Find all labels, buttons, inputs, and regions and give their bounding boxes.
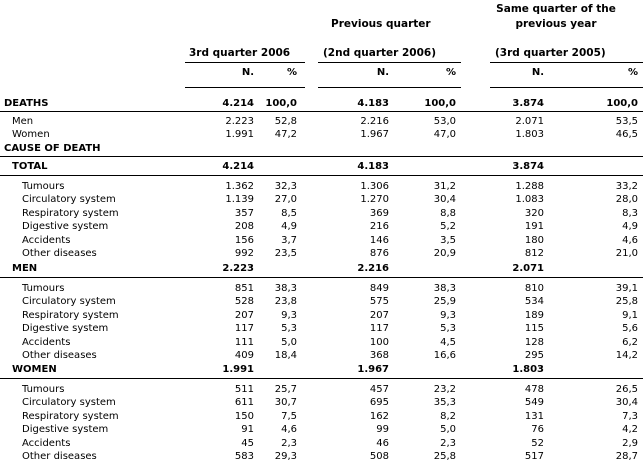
- cell: 2.216: [357, 263, 389, 274]
- table-row: [0, 322, 643, 335]
- cell: 1.803: [512, 364, 544, 375]
- table-row: [0, 282, 643, 295]
- cell: 46,5: [615, 129, 638, 140]
- table-row: [0, 410, 643, 423]
- group-label: WOMEN: [12, 364, 57, 375]
- cell: 5,2: [440, 221, 456, 232]
- pct-label-3: %: [627, 67, 638, 78]
- cell: 25,8: [433, 451, 456, 462]
- cell: 21,0: [615, 248, 638, 259]
- cell: 6,2: [622, 337, 638, 348]
- cell: 23,2: [433, 384, 456, 395]
- group-label: TOTAL: [12, 161, 48, 172]
- group-total-row: [0, 363, 643, 376]
- n-label-1: N.: [241, 67, 254, 78]
- table-row: [0, 336, 643, 349]
- cell: 28,0: [615, 194, 638, 205]
- table-row: [0, 423, 643, 436]
- cell: 5,0: [281, 337, 297, 348]
- cell: 583: [234, 451, 254, 462]
- col2-title-line1: Previous quarter: [331, 18, 431, 30]
- cell: 2.223: [222, 263, 254, 274]
- cell: 575: [369, 296, 389, 307]
- table-row: [0, 349, 643, 362]
- cell: 508: [369, 451, 389, 462]
- cell: 25,9: [433, 296, 456, 307]
- row-label: Other diseases: [22, 451, 97, 462]
- cell: 45: [241, 438, 254, 449]
- cell: 27,0: [274, 194, 297, 205]
- cell: 8,8: [440, 208, 456, 219]
- cell: 511: [234, 384, 254, 395]
- row-label: Circulatory system: [22, 194, 116, 205]
- col3-title-line3: (3rd quarter 2005): [495, 47, 606, 59]
- row-label: Respiratory system: [22, 310, 119, 321]
- cell: 128: [524, 337, 544, 348]
- cell: 207: [234, 310, 254, 321]
- row-label: Respiratory system: [22, 411, 119, 422]
- cell: 100,0: [606, 98, 638, 109]
- table-row: [0, 234, 643, 247]
- table-row: [0, 396, 643, 409]
- cell: 1.967: [357, 364, 389, 375]
- deaths-row: [0, 97, 643, 110]
- table-row: [0, 309, 643, 322]
- table-row: [0, 115, 643, 128]
- header-rule-1: [185, 62, 305, 63]
- cell: 76: [531, 424, 544, 435]
- cell: 876: [369, 248, 389, 259]
- cell: 208: [234, 221, 254, 232]
- cell: 992: [234, 248, 254, 259]
- cell: 2,9: [622, 438, 638, 449]
- cell: 528: [234, 296, 254, 307]
- row-label: Circulatory system: [22, 397, 116, 408]
- row-label: Digestive system: [22, 323, 109, 334]
- cell: 191: [524, 221, 544, 232]
- group-total-row: [0, 160, 643, 173]
- cell: 4.183: [357, 161, 389, 172]
- table-row: [0, 450, 643, 463]
- cell: 478: [524, 384, 544, 395]
- cell: 1.139: [225, 194, 254, 205]
- cell: 1.270: [360, 194, 389, 205]
- table-row: [0, 383, 643, 396]
- cell: 23,8: [274, 296, 297, 307]
- subheader-rule-1: [185, 87, 305, 88]
- row-label: Women: [12, 129, 50, 140]
- row-label: Other diseases: [22, 248, 97, 259]
- cell: 189: [524, 310, 544, 321]
- cell: 111: [234, 337, 254, 348]
- cell: 7,3: [622, 411, 638, 422]
- cell: 30,7: [274, 397, 297, 408]
- cell: 2.223: [225, 116, 254, 127]
- cell: 14,2: [615, 350, 638, 361]
- cell: 131: [524, 411, 544, 422]
- cell: 38,3: [274, 283, 297, 294]
- cell: 4,9: [622, 221, 638, 232]
- cell: 534: [524, 296, 544, 307]
- col3-title-line2: previous year: [515, 18, 597, 30]
- row-label: Digestive system: [22, 221, 109, 232]
- cell: 28,7: [615, 451, 638, 462]
- cell: 146: [369, 235, 389, 246]
- n-label-3: N.: [531, 67, 544, 78]
- cell: 23,5: [274, 248, 297, 259]
- cell: 320: [524, 208, 544, 219]
- cell: 2,3: [281, 438, 297, 449]
- cell: 53,0: [433, 116, 456, 127]
- cell: 8,2: [440, 411, 456, 422]
- cell: 2,3: [440, 438, 456, 449]
- cell: 5,6: [622, 323, 638, 334]
- cell: 4.214: [222, 98, 254, 109]
- cell: 156: [234, 235, 254, 246]
- cell: 4,5: [440, 337, 456, 348]
- group-rule: [0, 378, 643, 379]
- row-label: Accidents: [22, 438, 71, 449]
- cell: 100,0: [424, 98, 456, 109]
- cell: 29,3: [274, 451, 297, 462]
- cell: 810: [524, 283, 544, 294]
- cell: 115: [524, 323, 544, 334]
- row-label: Accidents: [22, 235, 71, 246]
- table-row: [0, 437, 643, 450]
- header-rule-3: [490, 62, 643, 63]
- cell: 4,2: [622, 424, 638, 435]
- subheader-row: [0, 66, 643, 79]
- cell: 695: [369, 397, 389, 408]
- cell: 357: [234, 208, 254, 219]
- cell: 38,3: [433, 283, 456, 294]
- cell: 368: [369, 350, 389, 361]
- cell: 100: [369, 337, 389, 348]
- cell: 295: [524, 350, 544, 361]
- col1-title: 3rd quarter 2006: [189, 47, 291, 59]
- cell: 517: [524, 451, 544, 462]
- cell: 9,3: [440, 310, 456, 321]
- cause-header-row: [0, 142, 643, 155]
- cell: 39,1: [615, 283, 638, 294]
- cell: 4.214: [222, 161, 254, 172]
- row-label: Circulatory system: [22, 296, 116, 307]
- header-rule-2: [318, 62, 461, 63]
- cell: 851: [234, 283, 254, 294]
- cell: 25,8: [615, 296, 638, 307]
- cell: 52: [531, 438, 544, 449]
- cell: 1.967: [360, 129, 389, 140]
- cell: 2.071: [512, 263, 544, 274]
- cause-header: CAUSE OF DEATH: [4, 143, 101, 154]
- col3-title-line1: Same quarter of the: [496, 3, 616, 15]
- pct-label-2: %: [445, 67, 456, 78]
- cell: 3,7: [281, 235, 297, 246]
- cell: 1.362: [225, 181, 254, 192]
- cell: 91: [241, 424, 254, 435]
- cell: 180: [524, 235, 544, 246]
- cell: 5,3: [281, 323, 297, 334]
- cell: 117: [234, 323, 254, 334]
- cell: 117: [369, 323, 389, 334]
- cell: 7,5: [281, 411, 297, 422]
- row-label: Tumours: [22, 384, 65, 395]
- cell: 53,5: [615, 116, 638, 127]
- cell: 47,0: [433, 129, 456, 140]
- n-label-2: N.: [376, 67, 389, 78]
- cell: 8,3: [622, 208, 638, 219]
- group-rule: [0, 277, 643, 278]
- cell: 3.874: [512, 98, 544, 109]
- cell: 1.083: [515, 194, 544, 205]
- cell: 52,8: [274, 116, 297, 127]
- table-row: [0, 295, 643, 308]
- cell: 33,2: [615, 181, 638, 192]
- cell: 1.991: [222, 364, 254, 375]
- cell: 5,3: [440, 323, 456, 334]
- subheader-rule-3: [490, 87, 643, 88]
- row-label: Tumours: [22, 283, 65, 294]
- row-label: Accidents: [22, 337, 71, 348]
- cell: 207: [369, 310, 389, 321]
- cell: 2.071: [515, 116, 544, 127]
- cell: 3.874: [512, 161, 544, 172]
- cell: 20,9: [433, 248, 456, 259]
- cell: 3,5: [440, 235, 456, 246]
- cell: 216: [369, 221, 389, 232]
- cell: 47,2: [274, 129, 297, 140]
- cell: 150: [234, 411, 254, 422]
- table-row: [0, 193, 643, 206]
- cell: 457: [369, 384, 389, 395]
- cell: 9,3: [281, 310, 297, 321]
- cause-rule: [0, 156, 643, 157]
- deaths-rule: [0, 111, 643, 112]
- table-row: [0, 207, 643, 220]
- row-label: Respiratory system: [22, 208, 119, 219]
- cell: 18,4: [274, 350, 297, 361]
- cell: 9,1: [622, 310, 638, 321]
- cell: 549: [524, 397, 544, 408]
- cell: 5,0: [440, 424, 456, 435]
- row-label: Digestive system: [22, 424, 109, 435]
- group-total-row: [0, 262, 643, 275]
- cell: 162: [369, 411, 389, 422]
- cell: 4.183: [357, 98, 389, 109]
- cell: 30,4: [433, 194, 456, 205]
- table-row: [0, 220, 643, 233]
- cell: 1.288: [515, 181, 544, 192]
- cell: 32,3: [274, 181, 297, 192]
- cell: 46: [376, 438, 389, 449]
- subheader-rule-2: [318, 87, 461, 88]
- cell: 409: [234, 350, 254, 361]
- cell: 16,6: [433, 350, 456, 361]
- table-row: [0, 247, 643, 260]
- pct-label-1: %: [286, 67, 297, 78]
- cell: 25,7: [274, 384, 297, 395]
- row-label: Other diseases: [22, 350, 97, 361]
- cell: 100,0: [265, 98, 297, 109]
- cell: 30,4: [615, 397, 638, 408]
- cell: 812: [524, 248, 544, 259]
- group-rule: [0, 175, 643, 176]
- cell: 26,5: [615, 384, 638, 395]
- cell: 1.803: [515, 129, 544, 140]
- cell: 611: [234, 397, 254, 408]
- cell: 35,3: [433, 397, 456, 408]
- cell: 99: [376, 424, 389, 435]
- cell: 1.991: [225, 129, 254, 140]
- deaths-label: DEATHS: [4, 98, 49, 109]
- row-label: Tumours: [22, 181, 65, 192]
- cell: 849: [369, 283, 389, 294]
- cell: 2.216: [360, 116, 389, 127]
- group-label: MEN: [12, 263, 38, 274]
- cell: 8,5: [281, 208, 297, 219]
- table-row: [0, 180, 643, 193]
- cell: 31,2: [433, 181, 456, 192]
- cell: 4,6: [281, 424, 297, 435]
- cell: 4,6: [622, 235, 638, 246]
- table-row: [0, 128, 643, 141]
- col2-title-line2: (2nd quarter 2006): [323, 47, 437, 59]
- cell: 369: [369, 208, 389, 219]
- cell: 4,9: [281, 221, 297, 232]
- row-label: Men: [12, 116, 34, 127]
- cell: 1.306: [360, 181, 389, 192]
